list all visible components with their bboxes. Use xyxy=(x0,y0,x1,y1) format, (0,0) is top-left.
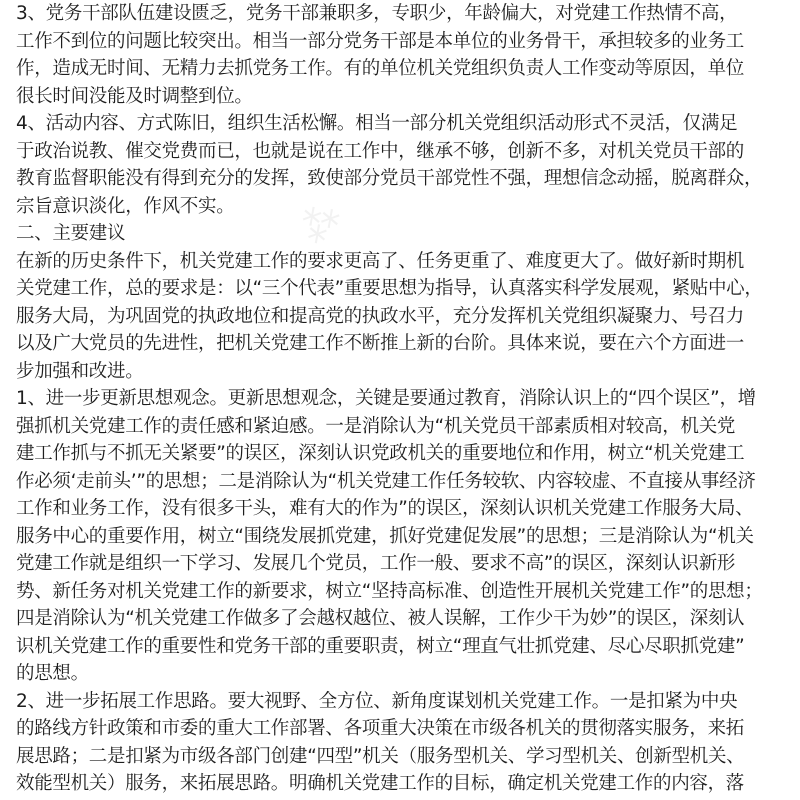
text-line: 4、活动内容、方式陈旧，组织生活松懈。相当一部分机关党组织活动形式不灵活，仅满足 xyxy=(16,113,738,134)
text-line: 四是消除认为“机关党建工作做多了会越权越位、被人误解，工作少干为妙”的误区，深刻认 xyxy=(16,608,745,629)
text-line: 于政治说教、催交党费而已，也就是说在工作中，继承不够，创新不多，对机关党员干部的 xyxy=(16,140,745,162)
section-heading: 二、主要建议 xyxy=(16,223,126,244)
text-line: 教育监督职能没有得到充分的发挥，致使部分党员干部党性不强，理想信念动摇，脱离群众， xyxy=(16,168,763,189)
text-line: 服务大局，为巩固党的执政地位和提高党的执政水平，充分发挥机关党组织凝聚力、号召力 xyxy=(16,305,745,327)
text-line: 效能型机关）服务，来拓展思路。明确机关党建工作的目标，确定机关党建工作的内容，落 xyxy=(16,773,745,794)
text-line: 服务中心的重要作用，树立“围绕发展抓党建，抓好党建促发展”的思想；三是消除认为“机关 xyxy=(16,525,754,547)
text-line: 作，造成无时间、无精力去抓党务工作。有的单位机关党组织负责人工作变动等原因，单位 xyxy=(16,58,745,79)
document-body xyxy=(16,0,788,798)
text-line: 识机关党建工作的重要性和党务干部的重要职责，树立“理直气壮抓党建、尽心尽职抓党建” xyxy=(16,635,745,657)
text-line: 作必须‘走前头’”的思想；二是消除认为“机关党建工作任务较软、内容较虚、不直接从事经济 xyxy=(16,470,756,492)
text-line: 1、进一步更新思想观念。更新思想观念，关键是要通过教育，消除认识上的“四个误区”，增 xyxy=(16,388,756,409)
watermark: ⁂ xyxy=(289,192,351,254)
text-line: 展思路；二是扣紧为市级各部门创建“四型”机关（服务型机关、学习型机关、创新型机关、 xyxy=(16,745,745,767)
text-line: 强抓机关党建工作的责任感和紧迫感。一是消除认为“机关党员干部素质相对较高，机关党 xyxy=(16,415,736,437)
text-line: 步加强和改进。 xyxy=(16,360,144,382)
text-line: 宗旨意识淡化，作风不实。 xyxy=(16,195,235,217)
text-line: 党建工作就是组织一下学习、发展几个党员，工作一般、要求不高”的误区，深刻认识新形 xyxy=(16,553,736,574)
text-line: 在新的历史条件下，机关党建工作的要求更高了、任务更重了、难度更大了。做好新时期机 xyxy=(16,250,745,272)
text-line: 以及广大党员的先进性，把机关党建工作不断推上新的台阶。具体来说，要在六个方面进一 xyxy=(16,333,745,354)
text-line: 工作不到位的问题比较突出。相当一部分党务干部是本单位的业务骨干，承担较多的业务工 xyxy=(16,30,745,52)
text-line: 势、新任务对机关党建工作的新要求，树立“坚持高标准、创造性开展机关党建工作”的思想； xyxy=(16,580,763,602)
text-line: 2、进一步拓展工作思路。要大视野、全方位、新角度谋划机关党建工作。一是扣紧为中央 xyxy=(16,690,738,712)
text-line: 工作和业务工作，没有很多干头，难有大的作为”的误区，深刻认识机关党建工作服务大局、 xyxy=(16,498,754,519)
text-line: 的思想。 xyxy=(16,663,89,684)
text-line: 3、党务干部队伍建设匮乏，党务干部兼职多，专职少，年龄偏大，对党建工作热情不高， xyxy=(16,3,738,24)
text-line: 很长时间没能及时调整到位。 xyxy=(16,85,253,107)
text-line: 关党建工作，总的要求是：以“三个代表”重要思想为指导，认真落实科学发展观，紧贴中心， xyxy=(16,278,763,299)
text-line: 的路线方针政策和市委的重大工作部署、各项重大决策在市级各机关的贯彻落实服务，来拓 xyxy=(16,718,745,739)
text-line: 建工作抓与不抓无关紧要”的误区，深刻认识党政机关的重要地位和作用，树立“机关党建工 xyxy=(16,443,745,464)
